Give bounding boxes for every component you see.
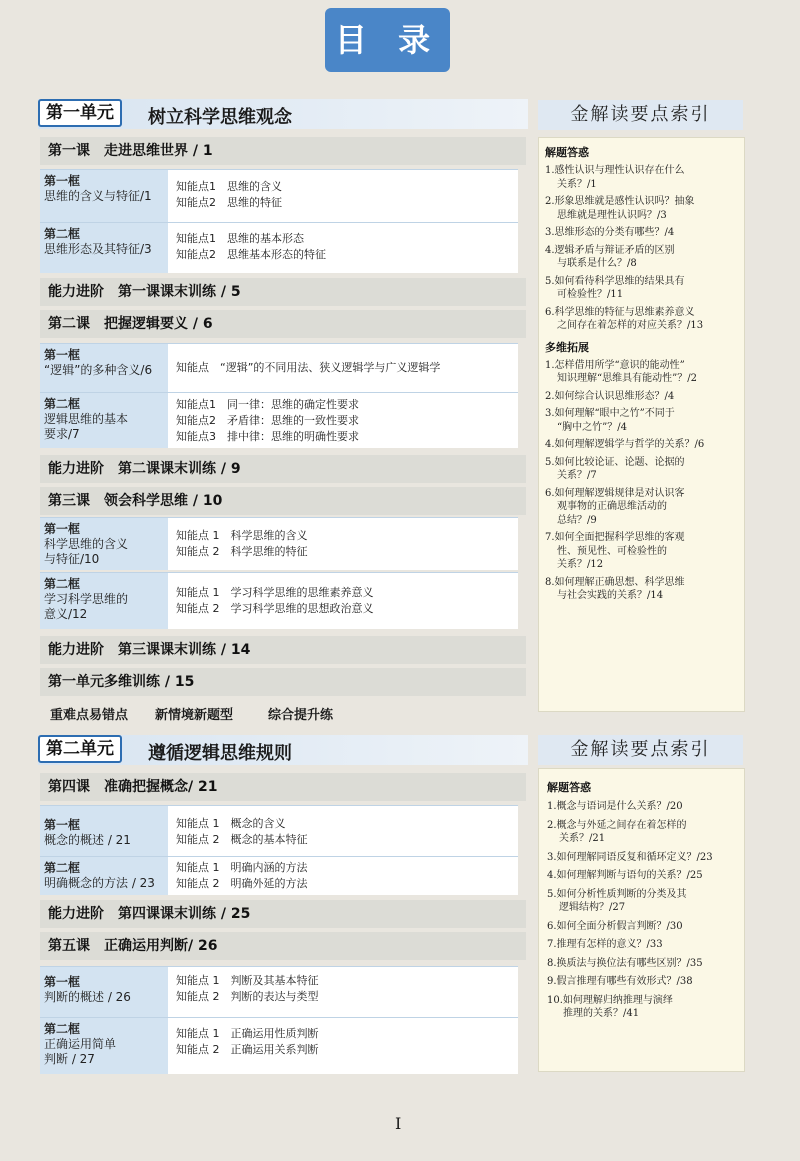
frame-title: 明确概念的方法 / 23 (44, 876, 155, 890)
index-question[interactable]: 6.如何理解逻辑规律是对认识客 观事物的正确思维活动的 总结？/9 (545, 487, 685, 526)
knowledge-point: 知能点1 思维的基本形态 (176, 232, 304, 245)
lesson4-title[interactable]: 第四课 准确把握概念/ 21 (40, 773, 526, 801)
index-question[interactable]: 3.思维形态的分类有哪些？/4 (545, 227, 675, 238)
index-question[interactable]: 3.如何理解同语反复和循环定义？/23 (547, 851, 713, 863)
frame-label: 第二框 (44, 577, 81, 591)
lesson5-frame1[interactable] (40, 966, 518, 1017)
knowledge-point: 知能点 2 判断的表达与类型 (176, 990, 319, 1003)
contents-banner: 目 录 (325, 8, 450, 72)
frame-label: 第一框 (44, 174, 81, 188)
lesson5-frame2[interactable] (40, 1017, 518, 1074)
lesson5-title[interactable]: 第五课 正确运用判断/ 26 (40, 932, 526, 960)
frame-title: 与特征/10 (44, 552, 100, 566)
knowledge-point: 知能点 1 科学思维的含义 (176, 529, 308, 542)
index-question[interactable]: 6.如何全面分析假言判断？/30 (547, 920, 683, 932)
unit1-index-box (538, 137, 745, 712)
index-question[interactable]: 8.换质法与换位法有哪些区别？/35 (547, 957, 703, 969)
training4[interactable]: 能力进阶 第四课课末训练 / 25 (40, 900, 526, 928)
unit1-index-title: 金解读要点索引 (538, 100, 743, 130)
index-question[interactable]: 7.如何全面把握科学思维的客观 性、预见性、可检验性的 关系？/12 (545, 532, 685, 570)
lesson1-frame1[interactable] (40, 169, 518, 222)
knowledge-point: 知能点3 排中律：思维的明确性要求 (176, 430, 359, 443)
training3[interactable]: 能力进阶 第三课课末训练 / 14 (40, 636, 526, 664)
frame-label: 第一框 (44, 975, 81, 989)
section-heading: 多维拓展 (545, 340, 589, 354)
index-question[interactable]: 1.怎样借用所学“意识的能动性” 知识理解“思维具有能动性”？/2 (545, 359, 697, 384)
frame-title: “逻辑”的多种含义/6 (44, 363, 153, 377)
unit2-index-title: 金解读要点索引 (538, 735, 743, 765)
index-question[interactable]: 1.感性认识与理性认识存在什么 关系？/1 (545, 165, 685, 190)
lesson1-frame2[interactable] (40, 222, 518, 273)
frame-title: 要求/7 (44, 427, 80, 441)
lesson2-frame1[interactable] (40, 343, 518, 392)
knowledge-point: 知能点1 同一律：思维的确定性要求 (176, 398, 359, 411)
lesson2-title[interactable]: 第二课 把握逻辑要义 / 6 (40, 310, 526, 338)
unit2-title: 遵循逻辑思维规则 (148, 743, 292, 764)
frame-title: 正确运用简单 (44, 1037, 117, 1051)
knowledge-point: 知能点 2 概念的基本特征 (176, 833, 308, 846)
index-question[interactable]: 7.推理有怎样的意义？/33 (547, 939, 663, 950)
frame-label: 第一框 (44, 818, 81, 832)
extra-item[interactable]: 新情境新题型 (155, 708, 234, 723)
index-question[interactable]: 2.概念与外延之间存在着怎样的 关系？/21 (547, 819, 687, 844)
frame-title: 判断的概述 / 26 (44, 990, 131, 1004)
knowledge-point: 知能点1 思维的含义 (176, 180, 282, 193)
index-question[interactable]: 4.如何理解判断与语句的关系？/25 (547, 870, 703, 881)
index-question[interactable]: 10.如何理解归纳推理与演绎 推理的关系？/41 (547, 994, 673, 1019)
frame-label: 第二框 (44, 861, 81, 875)
index-question[interactable]: 2.如何综合认识思维形态？/4 (545, 390, 675, 402)
unit1-training[interactable]: 第一单元多维训练 / 15 (40, 668, 526, 696)
lesson3-frame2[interactable] (40, 572, 518, 629)
knowledge-point: 知能点 1 明确内涵的方法 (176, 861, 308, 874)
frame-title: 思维形态及其特征/3 (44, 242, 152, 256)
index-question[interactable]: 2.形象思维就是感性认识吗？抽象 思维就是理性认识吗？/3 (545, 196, 695, 221)
lesson3-title[interactable]: 第三课 领会科学思维 / 10 (40, 487, 526, 515)
frame-title: 判断 / 27 (44, 1052, 95, 1066)
unit1-label: 第一单元 (38, 99, 122, 127)
knowledge-point: 知能点 1 正确运用性质判断 (176, 1027, 319, 1040)
section-heading: 解题答惑 (547, 781, 591, 794)
index-question[interactable]: 5.如何看待科学思维的结果具有 可检验性？/11 (545, 275, 685, 300)
knowledge-point: 知能点 “逻辑”的不同用法、狭义逻辑学与广义逻辑学 (176, 361, 441, 374)
frame-title: 学习科学思维的 (44, 592, 129, 606)
knowledge-point: 知能点 1 概念的含义 (176, 817, 286, 830)
knowledge-point: 知能点 1 判断及其基本特征 (176, 974, 319, 987)
index-question[interactable]: 5.如何分析性质判断的分类及其 逻辑结构？/27 (547, 888, 687, 913)
frame-label: 第一框 (44, 522, 81, 536)
unit1-title: 树立科学思维观念 (148, 107, 292, 128)
frame-title: 意义/12 (44, 607, 88, 621)
frame-title: 概念的概述 / 21 (44, 833, 131, 847)
training1[interactable]: 能力进阶 第一课课末训练 / 5 (40, 278, 526, 306)
training2[interactable]: 能力进阶 第二课课末训练 / 9 (40, 455, 526, 483)
frame-title: 科学思维的含义 (44, 537, 129, 551)
page-number: I (395, 1114, 402, 1133)
extra-item[interactable]: 重难点易错点 (50, 708, 129, 723)
frame-label: 第一框 (44, 348, 81, 362)
frame-label: 第二框 (44, 227, 81, 241)
frame-title: 思维的含义与特征/1 (44, 189, 152, 203)
index-question[interactable]: 4.逻辑矛盾与辩证矛盾的区别 与联系是什么？/8 (545, 244, 675, 269)
knowledge-point: 知能点2 思维基本形态的特征 (176, 248, 326, 261)
knowledge-point: 知能点 1 学习科学思维的思维素养意义 (176, 586, 374, 599)
index-question[interactable]: 9.假言推理有哪些有效形式？/38 (547, 976, 693, 987)
lesson3-frame1[interactable] (40, 517, 518, 570)
section-heading: 解题答惑 (545, 146, 589, 159)
index-question[interactable]: 4.如何理解逻辑学与哲学的关系？/6 (545, 439, 705, 450)
unit2-label: 第二单元 (38, 735, 122, 763)
lesson1-title[interactable]: 第一课 走进思维世界 / 1 (40, 137, 526, 165)
index-question[interactable]: 3.如何理解“眼中之竹”不同于 “胸中之竹”？/4 (545, 408, 675, 433)
lesson4-frame1[interactable] (40, 805, 518, 856)
index-question[interactable]: 1.概念与语词是什么关系？/20 (547, 801, 683, 812)
knowledge-point: 知能点 2 正确运用关系判断 (176, 1043, 319, 1056)
frame-title: 逻辑思维的基本 (44, 412, 129, 426)
knowledge-point: 知能点 2 学习科学思维的思想政治意义 (176, 602, 374, 615)
index-question[interactable]: 6.科学思维的特征与思维素养意义 之间存在着怎样的对应关系？/13 (545, 306, 704, 331)
knowledge-point: 知能点2 矛盾律：思维的一致性要求 (176, 414, 359, 427)
index-question[interactable]: 5.如何比较论证、论题、论据的 关系？/7 (545, 456, 685, 481)
unit2-index-box (538, 768, 745, 1072)
index-question[interactable]: 8.如何理解正确思想、科学思维 与社会实践的关系？/14 (545, 576, 685, 601)
extra-item[interactable]: 综合提升练 (268, 708, 334, 723)
lesson2-frame2[interactable] (40, 392, 518, 448)
knowledge-point: 知能点2 思维的特征 (176, 196, 282, 209)
knowledge-point: 知能点 2 科学思维的特征 (176, 545, 308, 558)
knowledge-point: 知能点 2 明确外延的方法 (176, 877, 308, 890)
frame-label: 第二框 (44, 397, 81, 411)
lesson4-frame2[interactable] (40, 856, 518, 895)
frame-label: 第二框 (44, 1022, 81, 1036)
